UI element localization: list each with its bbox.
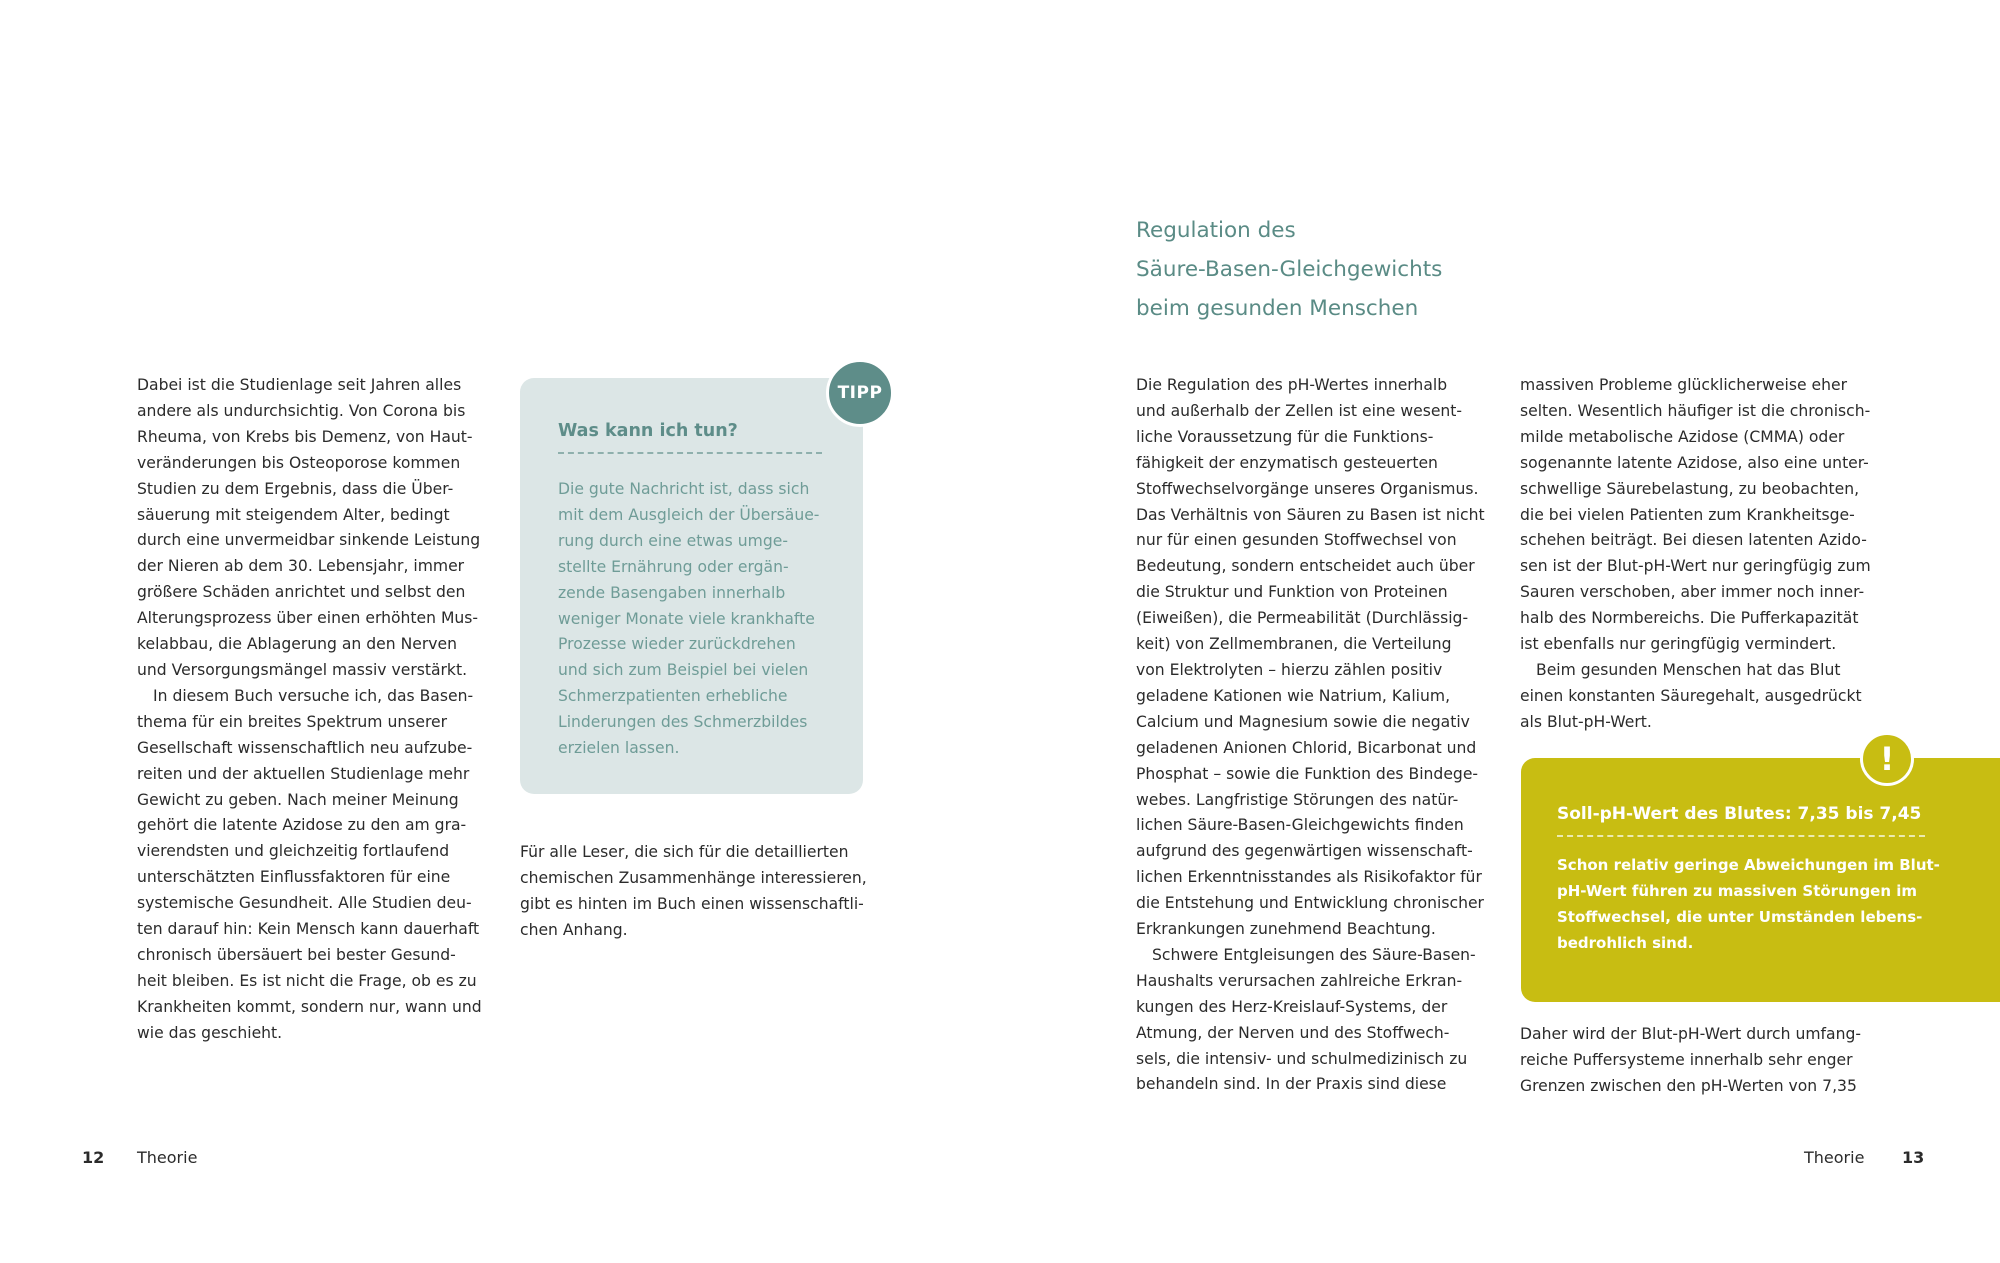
text-line: die Entstehung und Entwicklung chronischer <box>1136 894 1484 913</box>
text-line: thema für ein breites Spektrum unserer <box>137 712 448 731</box>
text-line: Schwere Entgleisungen des Säure-Basen- <box>1152 945 1476 964</box>
text-line: mit dem Ausgleich der Übersäue- <box>558 505 820 524</box>
text-line: Stoffwechsel, die unter Umständen lebens- <box>1557 907 1923 926</box>
text-line: Das Verhältnis von Säuren zu Basen ist nicht <box>1136 505 1485 524</box>
text-line: Säure-Basen-Gleichgewichts <box>1136 257 1443 282</box>
page-number-right: 13 <box>1902 1148 1925 1167</box>
text-line: Regulation des <box>1136 218 1296 243</box>
text-line: kungen des Herz-Kreislauf-Systems, der <box>1136 997 1448 1016</box>
text-line: Beim gesunden Menschen hat das Blut <box>1536 660 1841 679</box>
text-line: geladene Kationen wie Natrium, Kalium, <box>1136 686 1451 705</box>
text-line: gehört die latente Azidose zu den am gra- <box>137 816 467 835</box>
text-line: rung durch eine etwas umge- <box>558 531 788 550</box>
text-line: Schon relativ geringe Abweichungen im Blut- <box>1557 856 1940 874</box>
text-line: heit bleiben. Es ist nicht die Frage, ob es zu <box>137 971 477 990</box>
text-line: keit) von Zellmembranen, die Verteilung <box>1136 635 1452 654</box>
text-line: chemischen Zusammenhänge interessieren, <box>520 868 867 887</box>
text-line: geladenen Anionen Chlorid, Bicarbonat und <box>1136 738 1477 757</box>
warning-text <box>1557 853 1940 957</box>
text-line: Haushalts verursachen zahlreiche Erkran- <box>1136 971 1463 990</box>
text-line: weniger Monate viele krankhafte <box>558 609 815 628</box>
text-line: gibt es hinten im Buch einen wissenschaftli- <box>520 894 864 913</box>
text-line: massiven Probleme glücklicherweise eher <box>1520 376 1847 394</box>
text-line: reiche Puffersysteme innerhalb sehr enger <box>1520 1050 1853 1069</box>
text-line: andere als undurchsichtig. Von Corona bis <box>137 401 466 420</box>
text-line: veränderungen bis Osteoporose kommen <box>137 453 461 472</box>
text-line: Gewicht zu geben. Nach meiner Meinung <box>137 790 459 809</box>
tipp-text <box>558 477 819 762</box>
text-line: unterschätzten Einflussfaktoren für eine <box>137 868 451 887</box>
text-line: lichen Erkenntnisstandes als Risikofaktor für <box>1136 868 1482 887</box>
text-line: zende Basengaben innerhalb <box>558 583 786 602</box>
text-line: Schmerzpatienten erhebliche <box>558 687 788 706</box>
left-column-2-text <box>520 840 867 944</box>
text-line: Stoffwechselvorgänge unseres Organismus. <box>1136 479 1479 498</box>
text-line: sels, die intensiv- und schulmedizinisch zu <box>1136 1049 1468 1068</box>
text-line: aufgrund des gegenwärtigen wissenschaft- <box>1136 842 1473 861</box>
text-line: ten darauf hin: Kein Mensch kann dauerhaft <box>137 920 480 939</box>
text-line: bedrohlich sind. <box>1557 933 1694 952</box>
text-line: schehen beiträgt. Bei diesen latenten Azido- <box>1520 531 1867 550</box>
right-footer-section <box>1804 1147 1864 1169</box>
left-footer <box>82 1147 104 1169</box>
text-line: als Blut-pH-Wert. <box>1520 712 1652 731</box>
tipp-title: Was kann ich tun? <box>558 418 822 454</box>
text-line: von Elektrolyten – hierzu zählen positiv <box>1136 660 1443 679</box>
text-line: selten. Wesentlich häufiger ist die chronisch- <box>1520 401 1871 420</box>
text-line: Dabei ist die Studienlage seit Jahren alles <box>137 376 462 394</box>
right-column-1-text <box>1136 373 1485 1098</box>
text-line: behandeln sind. In der Praxis sind diese <box>1136 1075 1447 1094</box>
text-line: schwellige Säurebelastung, zu beobachten, <box>1520 479 1860 498</box>
text-line: Gesellschaft wissenschaftlich neu aufzube- <box>137 738 473 757</box>
text-line: Alterungsprozess über einen erhöhten Mus- <box>137 609 479 628</box>
right-footer <box>1902 1147 1924 1169</box>
warning-title: Soll-pH-Wert des Blutes: 7,35 bis 7,45 <box>1557 801 1925 837</box>
text-line: Die Regulation des pH-Wertes innerhalb <box>1136 376 1448 394</box>
text-line: und sich zum Beispiel bei vielen <box>558 661 809 680</box>
text-line: die Struktur und Funktion von Proteinen <box>1136 583 1448 602</box>
text-line: Erkrankungen zunehmend Beachtung. <box>1136 920 1436 939</box>
text-line: Linderungen des Schmerzbildes <box>558 713 808 732</box>
text-line: Grenzen zwischen den pH-Werten von 7,35 <box>1520 1076 1857 1095</box>
text-line: Rheuma, von Krebs bis Demenz, von Haut- <box>137 427 473 446</box>
text-line: Calcium und Magnesium sowie die negativ <box>1136 712 1470 731</box>
section-heading <box>1136 211 1442 328</box>
text-line: stellte Ernährung oder ergän- <box>558 557 789 576</box>
text-line: pH-Wert führen zu massiven Störungen im <box>1557 881 1918 900</box>
text-line: chronisch übersäuert bei bester Gesund- <box>137 945 456 964</box>
text-line: reiten und der aktuellen Studienlage mehr <box>137 764 470 783</box>
section-label-left: Theorie <box>137 1148 198 1167</box>
text-line: die bei vielen Patienten zum Krankheitsge- <box>1520 505 1855 524</box>
text-line: durch eine unvermeidbar sinkende Leistung <box>137 531 481 550</box>
text-line: Krankheiten kommt, sondern nur, wann und <box>137 997 482 1016</box>
text-line: beim gesunden Menschen <box>1136 296 1419 321</box>
left-footer-section <box>137 1147 197 1169</box>
text-line: und Versorgungsmängel massiv verstärkt. <box>137 660 468 679</box>
text-line: wie das geschieht. <box>137 1023 283 1042</box>
text-line: webes. Langfristige Störungen des natür- <box>1136 790 1459 809</box>
text-line: (Eiweißen), die Permeabilität (Durchlässig- <box>1136 609 1469 628</box>
text-line: ist ebenfalls nur geringfügig vermindert. <box>1520 635 1837 654</box>
page-number-left: 12 <box>82 1148 105 1167</box>
exclamation-icon: ! <box>1860 732 1914 786</box>
text-line: sen ist der Blut-pH-Wert nur geringfügig zum <box>1520 557 1871 576</box>
text-line: chen Anhang. <box>520 920 628 939</box>
text-line: größere Schäden anrichtet und selbst den <box>137 583 466 602</box>
text-line: halb des Normbereichs. Die Pufferkapazität <box>1520 609 1859 628</box>
text-line: einen konstanten Säuregehalt, ausgedrückt <box>1520 686 1862 705</box>
text-line: Phosphat – sowie die Funktion des Bindege- <box>1136 764 1479 783</box>
text-line: Studien zu dem Ergebnis, dass die Über- <box>137 479 454 498</box>
text-line: liche Voraussetzung für die Funktions- <box>1136 427 1434 446</box>
text-line: Die gute Nachricht ist, dass sich <box>558 480 810 498</box>
text-line: Atmung, der Nerven und des Stoffwech- <box>1136 1023 1450 1042</box>
text-line: Daher wird der Blut-pH-Wert durch umfang- <box>1520 1025 1861 1043</box>
text-line: Sauren verschoben, aber immer noch inner- <box>1520 583 1865 602</box>
text-line: erzielen lassen. <box>558 739 680 758</box>
text-line: Für alle Leser, die sich für die detaillierten <box>520 843 849 861</box>
text-line: der Nieren ab dem 30. Lebensjahr, immer <box>137 557 465 576</box>
text-line: säuerung mit steigendem Alter, bedingt <box>137 505 450 524</box>
text-line: lichen Säure-Basen-Gleichgewichts finden <box>1136 816 1464 835</box>
section-label-right: Theorie <box>1804 1148 1865 1167</box>
tipp-badge: TIPP <box>826 359 894 427</box>
right-column-2-text <box>1520 373 1871 736</box>
text-line: fähigkeit der enzymatisch gesteuerten <box>1136 453 1438 472</box>
text-line: In diesem Buch versuche ich, das Basen- <box>153 686 474 705</box>
text-line: Prozesse wieder zurückdrehen <box>558 635 796 654</box>
text-line: nur für einen gesunden Stoffwechsel von <box>1136 531 1457 550</box>
right-column-2-continued <box>1520 1022 1861 1100</box>
text-line: kelabbau, die Ablagerung an den Nerven <box>137 635 457 654</box>
text-line: systemische Gesundheit. Alle Studien deu- <box>137 894 472 913</box>
text-line: milde metabolische Azidose (CMMA) oder <box>1520 427 1845 446</box>
text-line: vierendsten und gleichzeitig fortlaufend <box>137 842 450 861</box>
text-line: Bedeutung, sondern entscheidet auch über <box>1136 557 1475 576</box>
left-column-1-text <box>137 373 482 1047</box>
text-line: und außerhalb der Zellen ist eine wesent- <box>1136 401 1463 420</box>
text-line: sogenannte latente Azidose, also eine unter- <box>1520 453 1869 472</box>
